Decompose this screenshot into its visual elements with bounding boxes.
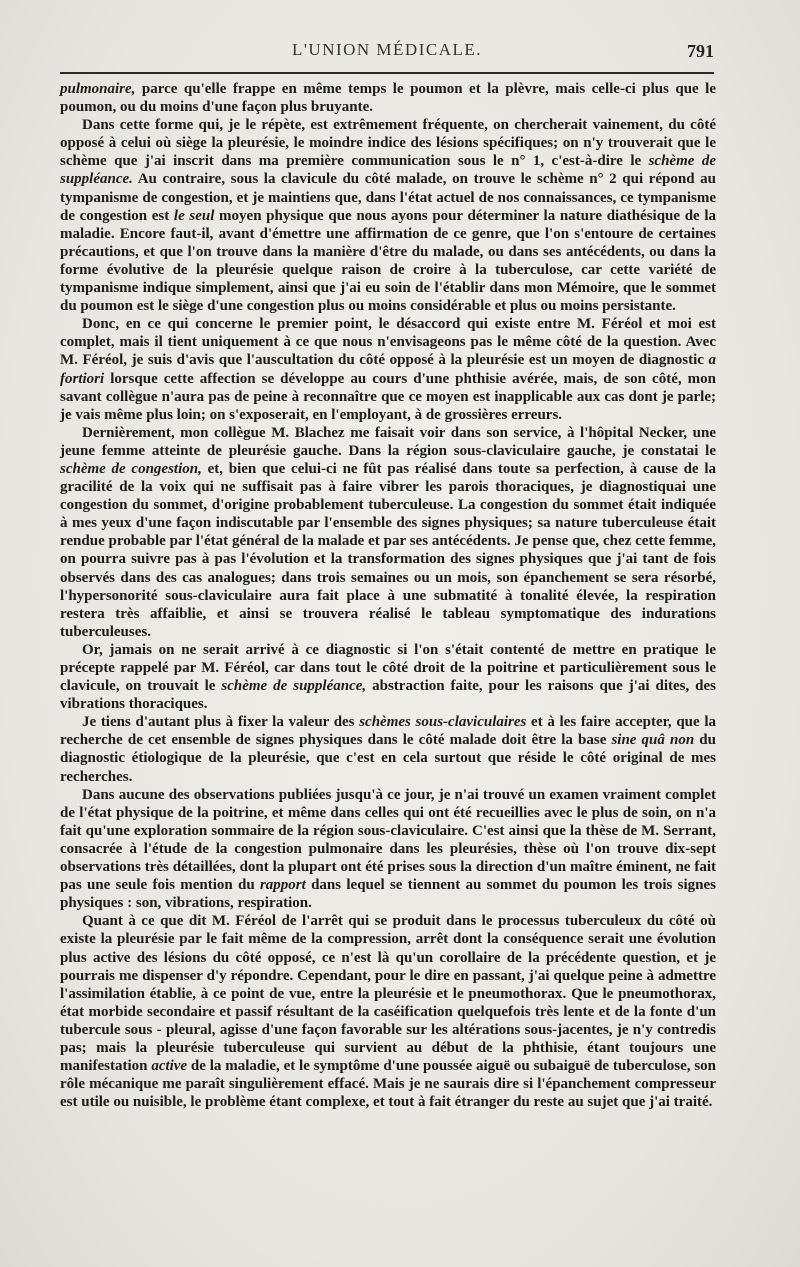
paragraph-5 [60, 641, 716, 713]
italic-term: schèmes sous-claviculaires [359, 714, 527, 731]
page-header [60, 40, 714, 66]
paragraph-text: dans lequel se tiennent au sommet du poumon les trois signes physiques : son, vibrations, respiration. [60, 877, 716, 912]
paragraph-text: et à les faire accepter, que la recherche de cet ensemble de signes physiques dans le côté malade doit être la base [60, 714, 716, 749]
header-rule [60, 72, 714, 74]
paragraph-1 [60, 80, 716, 116]
paragraph-8 [60, 912, 716, 1111]
italic-term: schème de congestion, [60, 460, 202, 477]
paragraph-text: Dernièrement, mon collègue M. Blachez me faisait voir dans son service, à l'hôpital Necker, une jeune femme atteinte de pleurésie gauche. Dans la région sous-claviculaire gauche, je constatai le [60, 424, 716, 459]
italic-term: a fortiori [60, 352, 716, 387]
italic-term: rapport [259, 877, 306, 894]
paragraph-7 [60, 786, 716, 913]
paragraph-text: Or, jamais on ne serait arrivé à ce diagnostic si l'on s'était contenté de mettre en pratique le précepte rappelé par M. Féréol, car dans tout le côté droit de la poitrine et particulièrement sous le clavicule, on trouvait le [60, 641, 716, 695]
italic-term: le seul [173, 207, 215, 224]
paragraph-4 [60, 424, 716, 641]
paragraph-text: du diagnostic étiologique de la pleurésie, que c'est en cela surtout que réside le côté original de mes recherches. [60, 732, 716, 785]
paragraph-text: moyen physique que nous ayons pour déterminer la nature diathésique de la maladie. Encore faut-il, avant d'émettre une affirmation de ce genre, que l'on s'entoure de certaines précautions, et que l'on trouve dans la manière d'être du malade, ou dans ses antécédents, ou dans la forme évolutive de la pleurésie quelque raison de croire à la tuberculose, car cette variété de tympanisme indique simplement, ainsi que j'ai eu soin de l'établir dans mon Mémoire, que le sommet du poumon est le siège d'une congestion plus ou moins considérable et plus ou moins persistante. [60, 207, 716, 315]
italic-term: active [151, 1058, 188, 1075]
paragraph-text: et, bien que celui-ci ne fût pas réalisé dans toute sa perfection, à cause de la gracilité de la voix qui ne suffisait pas à faire vibrer les parois thoraciques, je diagnostiquai une congestion du sommet, d'origine probablement tuberculeuse. La congestion du sommet était indiquée à mes yeux d'une façon indiscutable par l'ensemble des signes physiques; sa nature tuberculeuse était rendue probable par l'état général de la malade et par ses antécédents. Je pense que, chez cette femme, on pourra suivre pas à pas l'évolution et la transformation des signes physiques que j'ai tant de fois observés dans des cas analogues; dans trois semaines ou un mois, son épanchement se sera résorbé, l'hypersonorité sous-claviculaire aura fait place à une submatité à tonalité élevée, la respiration restera très affaiblie, et ainsi se trouvera réalisé le tableau symptomatique des indurations tuberculeuses. [60, 460, 716, 640]
paragraph-6 [60, 713, 716, 785]
page-number: 791 [687, 41, 714, 61]
paragraph-text: Dans aucune des observations publiées jusqu'à ce jour, je n'ai trouvé un examen vraiment complet de l'état physique de la poitrine, et même dans celles qui ont été recueillies avec le plus de soin, on n'a fait qu'une exploration sommaire de la région sous-claviculaire. C'est ainsi que la thèse de M. Serrant, consacrée à l'étude de la congestion pulmonaire dans les pleurésies, thèse où l'on trouve dix-sept observations très détaillées, dont la plupart ont été prises sous la direction d'un maître éminent, ne fait pas une seule fois mention du [60, 786, 716, 894]
paragraph-text: de la maladie, et le symptôme d'une poussée aiguë ou subaiguë de tuberculose, son rôle mécanique me paraît singulièrement effacé. Mais je ne saurais dire si l'épanchement compresseur est utile ou nuisible, le problème étant complexe, et tout à fait étranger du reste au sujet que j'ai traité. [60, 1058, 717, 1111]
running-title: L'UNION MÉDICALE. [291, 40, 483, 59]
paragraph-3 [60, 315, 716, 424]
italic-term: schème de suppléance. [60, 153, 716, 188]
paragraph-text: Je tiens d'autant plus à fixer la valeur des [82, 714, 360, 731]
italic-term: pulmonaire, [60, 81, 136, 97]
paragraph-text: abstraction faite, pour les raisons que j'ai dites, des vibrations thoraciques. [60, 678, 717, 713]
paragraph-text: lorsque cette affection se développe au cours d'une phthisie avérée, mais, de son côté, mon savant collègue n'aura pas de peine à reconnaître que ce moyen est inapplicable aux cas dont je parle; je vais même plus loin; on s'exposerait, en l'employant, à de grossières erreurs. [60, 370, 716, 423]
paragraph-text: Quant à ce que dit M. Féréol de l'arrêt qui se produit dans le processus tuberculeux du côté où existe la pleurésie par le fait même de la compression, arrêt dont la conséquence serait une évolution plus active des lésions du côté opposé, ce n'est là qu'un corollaire de la précédente question, et je pourrais me dispenser d'y répondre. Cependant, pour le dire en passant, j'ai quelque peine à admettre l'assimilation établie, à ce point de vue, entre la pleurésie et le pneumothorax. Que le pneumothorax, état morbide secondaire et passif résultant de la caséification quelquefois très lente et de la fonte d'un tubercule sous - pleural, agisse d'une façon favorable sur les altérations sous-jacentes, je n'y contredis pas; mais la pleurésie tuberculeuse qui survient au début de la phthisie, étant toujours une manifestation [60, 913, 716, 1075]
italic-term: schème de suppléance, [221, 678, 367, 695]
paragraph-text: Au contraire, sous la clavicule du côté malade, on trouve le schème n° 2 qui répond au tympanisme de congestion, et je maintiens que, dans l'état actuel de nos connaissances, ce tympanisme de congestion est [60, 171, 716, 224]
paragraph-2 [60, 116, 716, 315]
italic-term: sine quâ non [611, 732, 695, 749]
paragraph-text: Donc, en ce qui concerne le premier point, le désaccord qui existe entre M. Féréol et moi est complet, mais il tient uniquement à ce que nous n'envisageons pas le même côté de la question. Avec M. Féréol, je suis d'avis que l'auscultation du côté opposé à la pleurésie est un moyen de diagnostic [60, 316, 716, 369]
article-body [60, 80, 716, 1111]
paragraph-text: parce qu'elle frappe en même temps le poumon et la plèvre, mais celle-ci plus que le poumon, ou du moins d'une façon plus bruyante. [60, 81, 716, 116]
paragraph-text: Dans cette forme qui, je le répète, est extrêmement fréquente, on chercherait vainement, du côté opposé à celui où siège la pleurésie, le moindre indice des lésions spécifiques; on n'y trouverait que le schème que j'ai inscrit dans ma première communication sous le n° 1, c'est-à-dire le [60, 117, 716, 170]
